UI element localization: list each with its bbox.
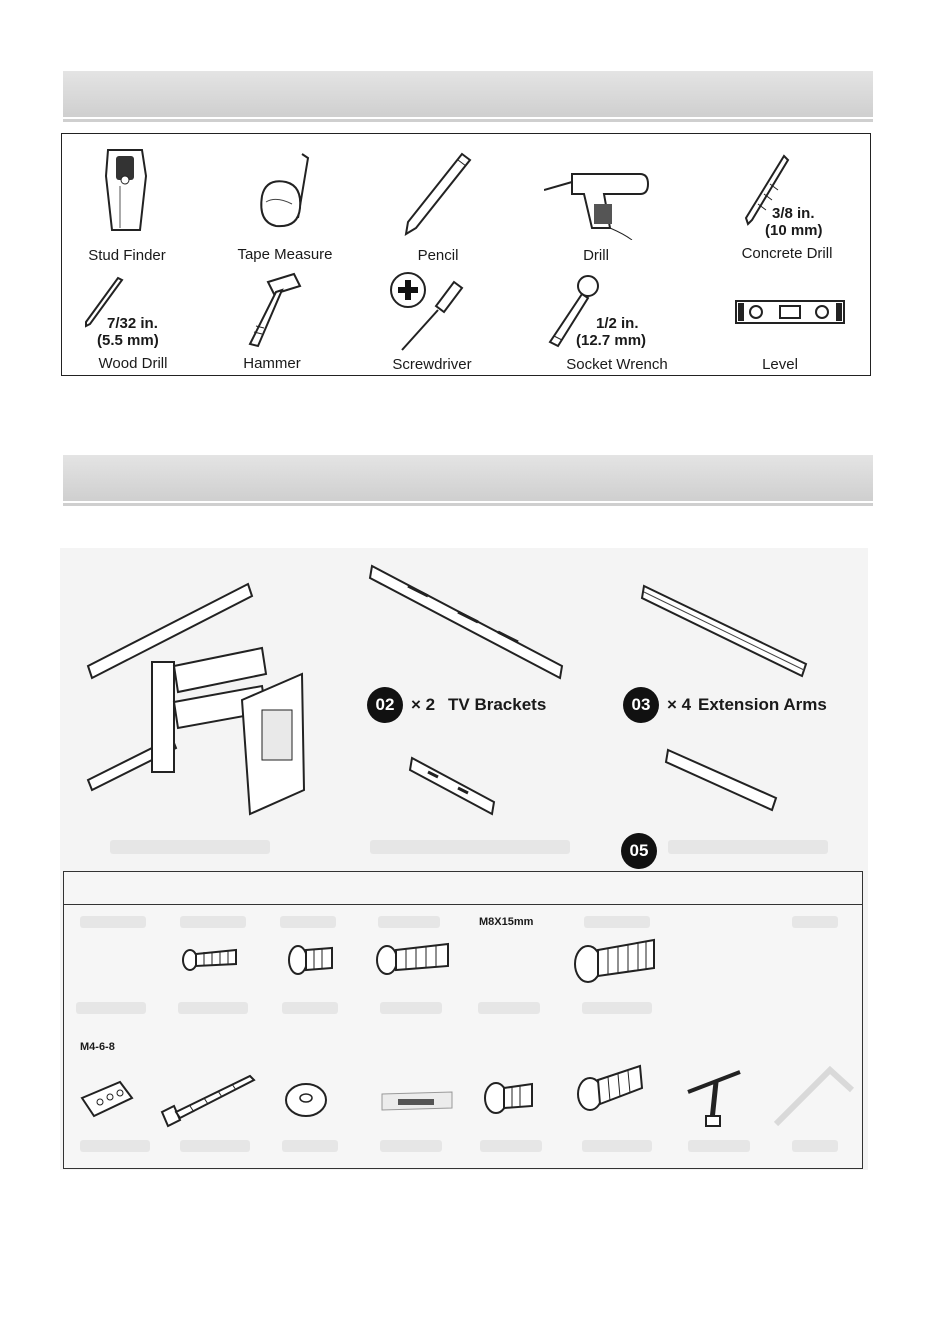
faded-allen-key-icon [772, 1066, 856, 1128]
parts-section-header [63, 455, 873, 501]
tape-measure-label: Tape Measure [237, 246, 333, 263]
faded-hardware-label [280, 916, 336, 928]
bolt-stubby-icon [288, 942, 334, 976]
screwdriver-icon [388, 270, 468, 352]
concrete-size-in: 3/8 in. [772, 205, 815, 222]
faded-caption [110, 840, 270, 854]
plate-spec-label: M4-6-8 [80, 1041, 115, 1053]
faded-hardware-label [378, 916, 440, 928]
hammer-icon [244, 272, 304, 350]
stud-finder-label: Stud Finder [88, 247, 166, 264]
faded-hardware-label [80, 916, 146, 928]
faded-hardware-label [380, 1002, 442, 1014]
pencil-icon [402, 152, 472, 236]
faded-hardware-label [480, 1140, 542, 1152]
socket-wrench-label: Socket Wrench [566, 356, 668, 373]
tape-measure-icon [256, 152, 316, 232]
faded-hardware-label [792, 916, 838, 928]
socket-size-in: 1/2 in. [596, 315, 639, 332]
faded-caption [370, 840, 570, 854]
socket-size-mm: (12.7 mm) [576, 332, 647, 349]
faded-caption [668, 840, 828, 854]
washer-icon [284, 1080, 328, 1120]
faded-hardware-label [582, 1002, 652, 1014]
faded-hardware-label [80, 1140, 150, 1152]
bolt-spec-label: M8X15mm [479, 916, 534, 928]
faded-hardware-label [178, 1002, 248, 1014]
concrete-drill-label: Concrete Drill [741, 245, 833, 262]
tv-brackets-number-badge: 02 [367, 687, 403, 723]
small-bracket-icon [408, 752, 498, 818]
tools-section-rule [63, 119, 873, 122]
bolt-m8-icon [376, 940, 450, 976]
level-icon [734, 297, 846, 327]
faded-hardware-label [180, 1140, 250, 1152]
faded-hardware-label [688, 1140, 750, 1152]
extension-arms-number-badge: 03 [623, 687, 659, 723]
faded-hardware-label [582, 1140, 652, 1152]
level-label: Level [762, 356, 798, 373]
hex-key-wrench-icon [684, 1068, 746, 1128]
tv-bracket-icon [368, 556, 568, 682]
tools-section-header [63, 71, 873, 117]
faded-hardware-label [180, 916, 246, 928]
bolt-long-icon [574, 936, 656, 984]
bolt-small-icon [484, 1076, 534, 1116]
wood-size-mm: (5.5 mm) [97, 332, 159, 349]
faded-hardware-label [282, 1140, 338, 1152]
wall-mount-assembly-icon [82, 582, 322, 822]
extension-arms-label: Extension Arms [698, 695, 827, 714]
faded-hardware-label [76, 1002, 146, 1014]
screwdriver-label: Screwdriver [392, 356, 472, 373]
extension-arms-qty: × 4 [667, 695, 692, 714]
faded-hardware-label [380, 1140, 442, 1152]
parts-section-rule [63, 503, 873, 506]
stud-finder-icon [100, 146, 150, 234]
tv-brackets-label: TV Brackets [448, 695, 547, 714]
drill-icon [544, 148, 654, 240]
short-arm-icon [664, 744, 780, 814]
wood-size-in: 7/32 in. [107, 315, 158, 332]
tv-brackets-qty: × 2 [411, 695, 436, 714]
spacer-plate-icon [80, 1078, 134, 1120]
part-05-number-badge: 05 [621, 833, 657, 869]
faded-hardware-label [792, 1140, 838, 1152]
hammer-label: Hammer [243, 355, 301, 372]
pencil-label: Pencil [417, 247, 459, 264]
drill-label: Drill [583, 247, 609, 264]
faded-hardware-label [282, 1002, 338, 1014]
concrete-size-mm: (10 mm) [765, 222, 823, 239]
faded-hardware-label [584, 916, 650, 928]
faded-hardware-label [478, 1002, 540, 1014]
bolt-short-icon [182, 946, 238, 972]
hardware-box-header [64, 872, 862, 905]
wall-anchor-icon [380, 1088, 454, 1114]
bolt-medium-icon [576, 1062, 644, 1114]
lag-bolt-icon [160, 1072, 256, 1128]
extension-arm-icon [640, 580, 810, 680]
wood-drill-label: Wood Drill [98, 355, 168, 372]
